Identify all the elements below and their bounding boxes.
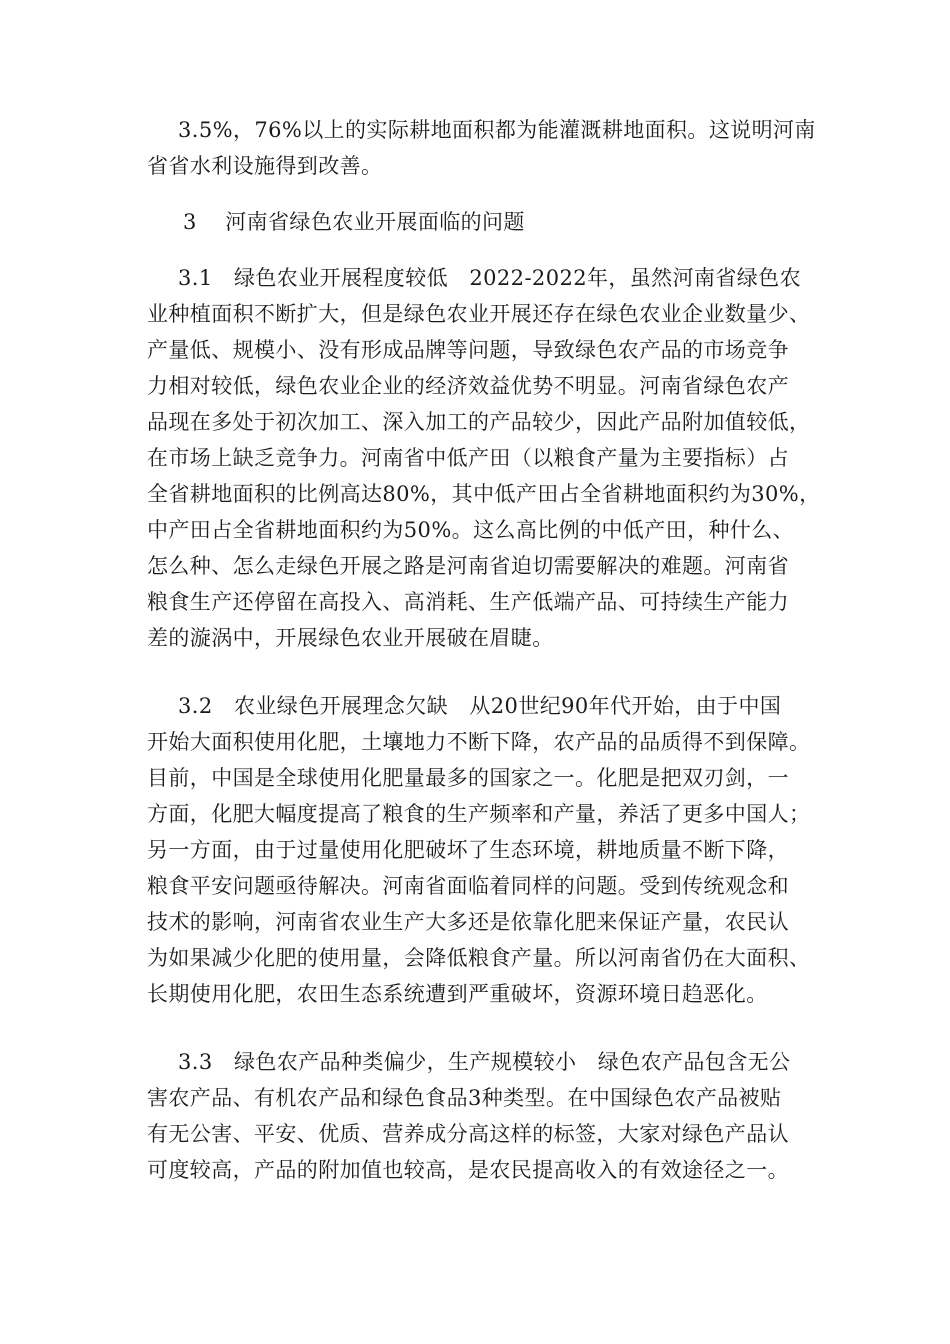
- text-line: 开始大面积使用化肥，土壤地力不断下降，农产品的品质得不到保障。: [147, 730, 811, 754]
- text-line: 3.3 绿色农产品种类偏少，生产规模较小 绿色农产品包含无公: [178, 1050, 791, 1074]
- text-line: 在市场上缺乏竞争力。河南省中低产田（以粮食产量为主要指标）占: [147, 446, 789, 470]
- text-line: 3.5%，76%以上的实际耕地面积都为能灌溉耕地面积。这说明河南: [178, 118, 816, 142]
- text-line: 3.1 绿色农业开展程度较低 2022-2022年，虽然河南省绿色农: [178, 266, 801, 290]
- text-line: 力相对较低，绿色农业企业的经济效益优势不明显。河南省绿色农产: [147, 374, 789, 398]
- text-line: 差的漩涡中，开展绿色农业开展破在眉睫。: [147, 626, 554, 650]
- text-line: 怎么种、怎么走绿色开展之路是河南省迫切需要解决的难题。河南省: [147, 554, 789, 578]
- text-line: 目前，中国是全球使用化肥量最多的国家之一。化肥是把双刃剑，一: [147, 766, 789, 790]
- text-line: 业种植面积不断扩大，但是绿色农业开展还存在绿色农业企业数量少、: [147, 302, 811, 326]
- text-line: 可度较高，产品的附加值也较高，是农民提高收入的有效途径之一。: [147, 1158, 789, 1182]
- text-line: 害农产品、有机农产品和绿色食品3种类型。在中国绿色农产品被贴: [147, 1086, 782, 1110]
- text-line: 中产田占全省耕地面积约为50%。这么高比例的中低产田，种什么、: [147, 518, 795, 542]
- text-line: 3.2 农业绿色开展理念欠缺 从20世纪90年代开始，由于中国: [178, 694, 782, 718]
- text-line: 长期使用化肥，农田生态系统遭到严重破坏，资源环境日趋恶化。: [147, 982, 768, 1006]
- text-line: 品现在多处于初次加工、深入加工的产品较少，因此产品附加值较低，: [147, 410, 811, 434]
- text-line: 产量低、规模小、没有形成品牌等问题，导致绿色农产品的市场竞争: [147, 338, 789, 362]
- text-line: 另一方面，由于过量使用化肥破坏了生态环境，耕地质量不断下降，: [147, 838, 789, 862]
- text-line: 为如果减少化肥的使用量，会降低粮食产量。所以河南省仍在大面积、: [147, 946, 811, 970]
- text-line: 粮食生产还停留在高投入、高消耗、生产低端产品、可持续生产能力: [147, 590, 789, 614]
- text-line: 方面，化肥大幅度提高了粮食的生产频率和产量，养活了更多中国人；: [147, 802, 811, 826]
- text-line: 全省耕地面积的比例高达80%，其中低产田占全省耕地面积约为30%，: [147, 482, 821, 506]
- text-line: 省省水利设施得到改善。: [147, 154, 383, 178]
- text-line: 粮食平安问题亟待解决。河南省面临着同样的问题。受到传统观念和: [147, 874, 789, 898]
- section-heading: 3 河南省绿色农业开展面临的问题: [183, 210, 525, 234]
- text-line: 有无公害、平安、优质、营养成分高这样的标签，大家对绿色产品认: [147, 1122, 789, 1146]
- text-line: 技术的影响，河南省农业生产大多还是依靠化肥来保证产量，农民认: [147, 910, 789, 934]
